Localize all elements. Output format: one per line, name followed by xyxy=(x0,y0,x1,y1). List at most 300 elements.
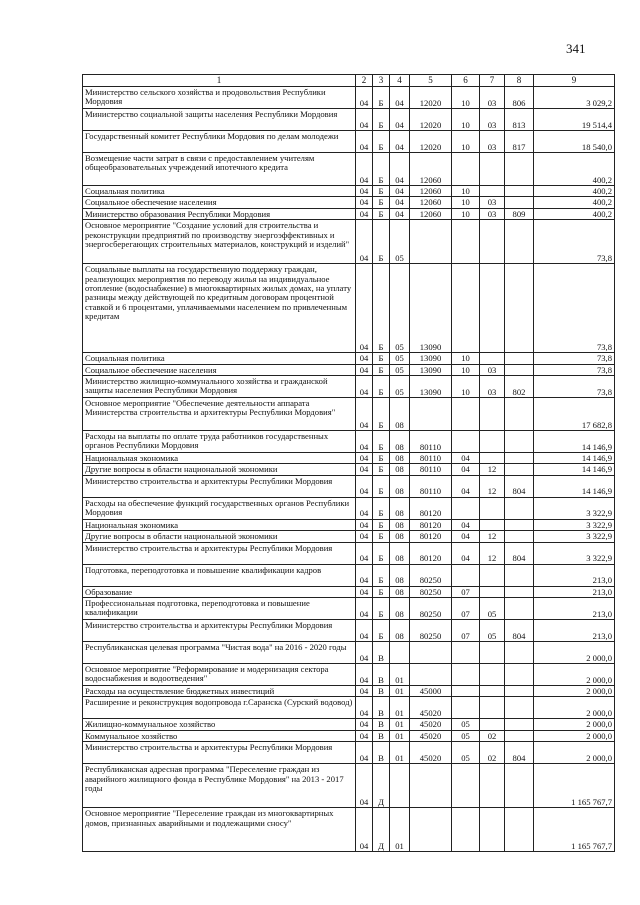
ministry-code-cell xyxy=(505,519,534,530)
program-code-cell: 08 xyxy=(390,453,410,464)
subsection-code-cell: Б xyxy=(373,620,390,642)
chapter-code-cell: 04 xyxy=(452,453,480,464)
program-code-cell: 08 xyxy=(390,398,410,431)
ministry-code-cell xyxy=(505,431,534,453)
amount-cell: 2 000,0 xyxy=(534,742,615,764)
row-name-cell: Государственный комитет Республики Мордовия по делам молодежи xyxy=(83,131,356,153)
row-name-cell: Профессиональная подготовка, переподготовка и повышение квалификации xyxy=(83,598,356,620)
program-code-cell: 04 xyxy=(390,186,410,197)
target-code-cell: 80120 xyxy=(410,542,452,564)
target-code-cell: 80250 xyxy=(410,564,452,586)
subsection-code-cell: Б xyxy=(373,453,390,464)
table-row xyxy=(83,197,615,208)
section-code-cell: 04 xyxy=(356,686,373,697)
subsection-code-cell: Д xyxy=(373,764,390,808)
row-name-cell: Основное мероприятие "Создание условий для строительства и реконструкции предприятий по производству энергоэффективных и энергосберегающих строительных материалов, конструкций и изделий" xyxy=(83,220,356,264)
target-code-cell xyxy=(410,398,452,431)
row-name-cell: Министерство социальной защиты населения Республики Мордовия xyxy=(83,109,356,131)
program-code-cell: 08 xyxy=(390,497,410,519)
program-code-cell: 05 xyxy=(390,220,410,264)
subchapter-code-cell: 12 xyxy=(480,475,505,497)
chapter-code-cell: 10 xyxy=(452,131,480,153)
row-name-cell: Министерство строительства и архитектуры Республики Мордовия xyxy=(83,542,356,564)
subchapter-code-cell: 03 xyxy=(480,109,505,131)
subchapter-code-cell xyxy=(480,453,505,464)
ministry-code-cell xyxy=(505,531,534,542)
amount-cell: 400,2 xyxy=(534,208,615,219)
table-row xyxy=(83,353,615,364)
chapter-code-cell: 10 xyxy=(452,197,480,208)
row-name-cell: Министерство образования Республики Мордовия xyxy=(83,208,356,219)
chapter-code-cell xyxy=(452,497,480,519)
amount-cell: 1 165 767,7 xyxy=(534,764,615,808)
amount-cell: 14 146,9 xyxy=(534,475,615,497)
subsection-code-cell: В xyxy=(373,642,390,664)
ministry-code-cell xyxy=(505,497,534,519)
ministry-code-cell xyxy=(505,464,534,475)
section-code-cell: 04 xyxy=(356,730,373,741)
program-code-cell: 01 xyxy=(390,719,410,730)
row-name-cell: Образование xyxy=(83,586,356,597)
program-code-cell: 04 xyxy=(390,109,410,131)
subchapter-code-cell: 05 xyxy=(480,620,505,642)
subsection-code-cell: Б xyxy=(373,586,390,597)
chapter-code-cell xyxy=(452,664,480,686)
row-name-cell: Национальная экономика xyxy=(83,453,356,464)
ministry-code-cell xyxy=(505,730,534,741)
table-row xyxy=(83,364,615,375)
chapter-code-cell xyxy=(452,153,480,186)
page-number: 341 xyxy=(566,41,586,56)
section-code-cell: 04 xyxy=(356,109,373,131)
row-name-cell: Социальные выплаты на государственную поддержку граждан, реализующих мероприятия по переводу жилья на индивидуальное отопление (водоснабжение) в многоквартирных жилых домах, на уплату разницы между действующей по кредитным договорам процентной ставкой и 6 процентами, уплачиваемыми населением по привлеченным кредитам xyxy=(83,264,356,353)
amount-cell: 2 000,0 xyxy=(534,697,615,719)
target-code-cell: 80120 xyxy=(410,519,452,530)
row-name-cell: Министерство сельского хозяйства и продовольствия Республики Мордовия xyxy=(83,87,356,109)
chapter-code-cell: 10 xyxy=(452,87,480,109)
column-header: 8 xyxy=(505,75,534,87)
column-header: 2 xyxy=(356,75,373,87)
section-code-cell: 04 xyxy=(356,531,373,542)
amount-cell: 1 165 767,7 xyxy=(534,808,615,852)
amount-cell: 3 029,2 xyxy=(534,87,615,109)
program-code-cell: 04 xyxy=(390,153,410,186)
program-code-cell: 04 xyxy=(390,208,410,219)
ministry-code-cell xyxy=(505,664,534,686)
subsection-code-cell: Б xyxy=(373,531,390,542)
ministry-code-cell xyxy=(505,264,534,353)
section-code-cell: 04 xyxy=(356,453,373,464)
chapter-code-cell: 10 xyxy=(452,186,480,197)
section-code-cell: 04 xyxy=(356,264,373,353)
amount-cell: 18 540,0 xyxy=(534,131,615,153)
target-code-cell: 12020 xyxy=(410,87,452,109)
subsection-code-cell: Б xyxy=(373,153,390,186)
subchapter-code-cell xyxy=(480,220,505,264)
program-code-cell: 04 xyxy=(390,131,410,153)
chapter-code-cell: 10 xyxy=(452,353,480,364)
subsection-code-cell: Б xyxy=(373,376,390,398)
subsection-code-cell: Б xyxy=(373,542,390,564)
program-code-cell: 08 xyxy=(390,586,410,597)
row-name-cell: Жилищно-коммунальное хозяйство xyxy=(83,719,356,730)
subsection-code-cell: Б xyxy=(373,131,390,153)
row-name-cell: Подготовка, переподготовка и повышение квалификации кадров xyxy=(83,564,356,586)
subsection-code-cell: Б xyxy=(373,398,390,431)
chapter-code-cell: 10 xyxy=(452,376,480,398)
ministry-code-cell xyxy=(505,364,534,375)
subsection-code-cell: Б xyxy=(373,353,390,364)
subchapter-code-cell: 03 xyxy=(480,87,505,109)
subchapter-code-cell: 03 xyxy=(480,376,505,398)
section-code-cell: 04 xyxy=(356,764,373,808)
subchapter-code-cell xyxy=(480,519,505,530)
amount-cell: 14 146,9 xyxy=(534,453,615,464)
target-code-cell xyxy=(410,642,452,664)
section-code-cell: 04 xyxy=(356,475,373,497)
subchapter-code-cell xyxy=(480,564,505,586)
subchapter-code-cell xyxy=(480,497,505,519)
ministry-code-cell: 806 xyxy=(505,87,534,109)
ministry-code-cell xyxy=(505,586,534,597)
chapter-code-cell xyxy=(452,697,480,719)
target-code-cell: 45020 xyxy=(410,719,452,730)
table-row xyxy=(83,208,615,219)
amount-cell: 2 000,0 xyxy=(534,686,615,697)
ministry-code-cell xyxy=(505,808,534,852)
section-code-cell: 04 xyxy=(356,598,373,620)
chapter-code-cell: 04 xyxy=(452,464,480,475)
subsection-code-cell: Б xyxy=(373,519,390,530)
section-code-cell: 04 xyxy=(356,742,373,764)
program-code-cell: 08 xyxy=(390,475,410,497)
target-code-cell: 45020 xyxy=(410,697,452,719)
amount-cell: 19 514,4 xyxy=(534,109,615,131)
chapter-code-cell xyxy=(452,764,480,808)
subchapter-code-cell: 03 xyxy=(480,197,505,208)
program-code-cell: 01 xyxy=(390,686,410,697)
chapter-code-cell xyxy=(452,264,480,353)
table-row xyxy=(83,220,615,264)
subsection-code-cell: В xyxy=(373,742,390,764)
ministry-code-cell: 809 xyxy=(505,208,534,219)
table-row xyxy=(83,464,615,475)
subchapter-code-cell: 03 xyxy=(480,131,505,153)
row-name-cell: Министерство строительства и архитектуры Республики Мордовия xyxy=(83,475,356,497)
target-code-cell: 12060 xyxy=(410,186,452,197)
amount-cell: 73,8 xyxy=(534,264,615,353)
section-code-cell: 04 xyxy=(356,519,373,530)
subchapter-code-cell xyxy=(480,586,505,597)
chapter-code-cell xyxy=(452,431,480,453)
target-code-cell: 12060 xyxy=(410,153,452,186)
target-code-cell: 12060 xyxy=(410,208,452,219)
program-code-cell: 08 xyxy=(390,519,410,530)
chapter-code-cell xyxy=(452,686,480,697)
row-name-cell: Расширение и реконструкция водопровода г.Саранска (Сурский водовод) xyxy=(83,697,356,719)
amount-cell: 400,2 xyxy=(534,197,615,208)
target-code-cell: 13090 xyxy=(410,364,452,375)
target-code-cell: 13090 xyxy=(410,264,452,353)
target-code-cell: 12060 xyxy=(410,197,452,208)
subchapter-code-cell xyxy=(480,642,505,664)
program-code-cell: 08 xyxy=(390,431,410,453)
subchapter-code-cell: 12 xyxy=(480,464,505,475)
program-code-cell: 08 xyxy=(390,542,410,564)
program-code-cell xyxy=(390,764,410,808)
program-code-cell: 01 xyxy=(390,730,410,741)
chapter-code-cell: 04 xyxy=(452,542,480,564)
section-code-cell: 04 xyxy=(356,464,373,475)
section-code-cell: 04 xyxy=(356,197,373,208)
table-row xyxy=(83,398,615,431)
section-code-cell: 04 xyxy=(356,87,373,109)
table-row xyxy=(83,431,615,453)
amount-cell: 73,8 xyxy=(534,353,615,364)
subsection-code-cell: Б xyxy=(373,87,390,109)
subsection-code-cell: Б xyxy=(373,598,390,620)
row-name-cell: Другие вопросы в области национальной экономики xyxy=(83,531,356,542)
ministry-code-cell xyxy=(505,719,534,730)
amount-cell: 213,0 xyxy=(534,598,615,620)
subchapter-code-cell xyxy=(480,764,505,808)
target-code-cell xyxy=(410,664,452,686)
program-code-cell: 01 xyxy=(390,664,410,686)
subchapter-code-cell xyxy=(480,719,505,730)
chapter-code-cell: 10 xyxy=(452,364,480,375)
column-header: 7 xyxy=(480,75,505,87)
target-code-cell: 45020 xyxy=(410,742,452,764)
subchapter-code-cell xyxy=(480,153,505,186)
amount-cell: 73,8 xyxy=(534,376,615,398)
subchapter-code-cell: 05 xyxy=(480,598,505,620)
table-row xyxy=(83,764,615,808)
subsection-code-cell: В xyxy=(373,697,390,719)
target-code-cell: 45020 xyxy=(410,730,452,741)
chapter-code-cell: 07 xyxy=(452,598,480,620)
row-name-cell: Основное мероприятие "Реформирование и модернизация сектора водоснабжения и водоотведения" xyxy=(83,664,356,686)
table-row xyxy=(83,586,615,597)
column-header: 9 xyxy=(534,75,615,87)
section-code-cell: 04 xyxy=(356,398,373,431)
section-code-cell: 04 xyxy=(356,542,373,564)
table-row xyxy=(83,186,615,197)
target-code-cell: 80110 xyxy=(410,431,452,453)
ministry-code-cell xyxy=(505,186,534,197)
table-row xyxy=(83,664,615,686)
subsection-code-cell: Б xyxy=(373,364,390,375)
amount-cell: 17 682,8 xyxy=(534,398,615,431)
section-code-cell: 04 xyxy=(356,364,373,375)
target-code-cell: 13090 xyxy=(410,353,452,364)
section-code-cell: 04 xyxy=(356,586,373,597)
section-code-cell: 04 xyxy=(356,564,373,586)
program-code-cell: 04 xyxy=(390,197,410,208)
program-code-cell: 01 xyxy=(390,742,410,764)
subchapter-code-cell: 02 xyxy=(480,742,505,764)
ministry-code-cell xyxy=(505,453,534,464)
section-code-cell: 04 xyxy=(356,220,373,264)
amount-cell: 2 000,0 xyxy=(534,730,615,741)
ministry-code-cell xyxy=(505,197,534,208)
ministry-code-cell xyxy=(505,398,534,431)
row-name-cell: Коммунальное хозяйство xyxy=(83,730,356,741)
target-code-cell: 80110 xyxy=(410,464,452,475)
section-code-cell: 04 xyxy=(356,620,373,642)
row-name-cell: Социальная политика xyxy=(83,353,356,364)
subsection-code-cell: Б xyxy=(373,186,390,197)
subsection-code-cell: Б xyxy=(373,464,390,475)
subsection-code-cell: Д xyxy=(373,808,390,852)
subchapter-code-cell xyxy=(480,697,505,719)
row-name-cell: Расходы на обеспечение функций государственных органов Республики Мордовия xyxy=(83,497,356,519)
amount-cell: 400,2 xyxy=(534,153,615,186)
table-row xyxy=(83,264,615,353)
amount-cell: 3 322,9 xyxy=(534,497,615,519)
subsection-code-cell: Б xyxy=(373,197,390,208)
target-code-cell: 80120 xyxy=(410,497,452,519)
ministry-code-cell xyxy=(505,353,534,364)
target-code-cell: 80250 xyxy=(410,586,452,597)
ministry-code-cell xyxy=(505,220,534,264)
subchapter-code-cell xyxy=(480,664,505,686)
row-name-cell: Социальная политика xyxy=(83,186,356,197)
subchapter-code-cell xyxy=(480,686,505,697)
subchapter-code-cell xyxy=(480,808,505,852)
subsection-code-cell: Б xyxy=(373,109,390,131)
row-name-cell: Национальная экономика xyxy=(83,519,356,530)
ministry-code-cell xyxy=(505,686,534,697)
program-code-cell: 08 xyxy=(390,464,410,475)
target-code-cell xyxy=(410,808,452,852)
table-row xyxy=(83,730,615,741)
row-name-cell: Социальное обеспечение населения xyxy=(83,197,356,208)
chapter-code-cell: 04 xyxy=(452,475,480,497)
table-row xyxy=(83,497,615,519)
subchapter-code-cell: 12 xyxy=(480,542,505,564)
row-name-cell: Другие вопросы в области национальной экономики xyxy=(83,464,356,475)
section-code-cell: 04 xyxy=(356,808,373,852)
ministry-code-cell xyxy=(505,642,534,664)
section-code-cell: 04 xyxy=(356,642,373,664)
row-name-cell: Основное мероприятие "Переселение граждан из многоквартирных домов, признанных аварийными и подлежащими сносу" xyxy=(83,808,356,852)
table-row xyxy=(83,742,615,764)
subsection-code-cell: Б xyxy=(373,564,390,586)
amount-cell: 3 322,9 xyxy=(534,531,615,542)
ministry-code-cell: 802 xyxy=(505,376,534,398)
section-code-cell: 04 xyxy=(356,186,373,197)
section-code-cell: 04 xyxy=(356,497,373,519)
table-row xyxy=(83,153,615,186)
section-code-cell: 04 xyxy=(356,664,373,686)
row-name-cell: Республиканская адресная программа "Переселение граждан из аварийного жилищного фонда в Республике Мордовия" на 2013 - 2017 годы xyxy=(83,764,356,808)
subsection-code-cell: Б xyxy=(373,475,390,497)
table-row xyxy=(83,131,615,153)
target-code-cell: 80250 xyxy=(410,620,452,642)
chapter-code-cell: 04 xyxy=(452,519,480,530)
table-row xyxy=(83,542,615,564)
column-header: 3 xyxy=(373,75,390,87)
table-row xyxy=(83,475,615,497)
chapter-code-cell xyxy=(452,808,480,852)
column-header: 1 xyxy=(83,75,356,87)
row-name-cell: Министерство строительства и архитектуры Республики Мордовия xyxy=(83,620,356,642)
ministry-code-cell: 804 xyxy=(505,742,534,764)
chapter-code-cell: 10 xyxy=(452,109,480,131)
subsection-code-cell: Б xyxy=(373,220,390,264)
target-code-cell: 45000 xyxy=(410,686,452,697)
subsection-code-cell: В xyxy=(373,719,390,730)
chapter-code-cell: 05 xyxy=(452,719,480,730)
ministry-code-cell xyxy=(505,764,534,808)
subchapter-code-cell xyxy=(480,431,505,453)
program-code-cell: 08 xyxy=(390,564,410,586)
row-name-cell: Республиканская целевая программа "Чистая вода" на 2016 - 2020 годы xyxy=(83,642,356,664)
subsection-code-cell: Б xyxy=(373,264,390,353)
ministry-code-cell: 804 xyxy=(505,620,534,642)
table-row xyxy=(83,109,615,131)
section-code-cell: 04 xyxy=(356,376,373,398)
section-code-cell: 04 xyxy=(356,353,373,364)
subsection-code-cell: Б xyxy=(373,208,390,219)
amount-cell: 2 000,0 xyxy=(534,642,615,664)
row-name-cell: Расходы на выплаты по оплате труда работников государственных органов Республики Мордовия xyxy=(83,431,356,453)
program-code-cell: 05 xyxy=(390,264,410,353)
row-name-cell: Расходы на осуществление бюджетных инвестиций xyxy=(83,686,356,697)
section-code-cell: 04 xyxy=(356,719,373,730)
subsection-code-cell: В xyxy=(373,686,390,697)
subchapter-code-cell xyxy=(480,398,505,431)
program-code-cell: 01 xyxy=(390,808,410,852)
subchapter-code-cell: 12 xyxy=(480,531,505,542)
table-row xyxy=(83,808,615,852)
chapter-code-cell xyxy=(452,642,480,664)
column-header: 5 xyxy=(410,75,452,87)
target-code-cell: 80120 xyxy=(410,531,452,542)
subsection-code-cell: Б xyxy=(373,431,390,453)
target-code-cell: 80250 xyxy=(410,598,452,620)
program-code-cell xyxy=(390,642,410,664)
ministry-code-cell: 813 xyxy=(505,109,534,131)
chapter-code-cell: 10 xyxy=(452,208,480,219)
chapter-code-cell: 04 xyxy=(452,531,480,542)
subchapter-code-cell xyxy=(480,353,505,364)
chapter-code-cell: 05 xyxy=(452,742,480,764)
program-code-cell: 05 xyxy=(390,376,410,398)
subchapter-code-cell xyxy=(480,264,505,353)
program-code-cell: 05 xyxy=(390,364,410,375)
target-code-cell xyxy=(410,764,452,808)
ministry-code-cell xyxy=(505,564,534,586)
section-code-cell: 04 xyxy=(356,208,373,219)
subsection-code-cell: В xyxy=(373,664,390,686)
ministry-code-cell xyxy=(505,697,534,719)
amount-cell: 73,8 xyxy=(534,220,615,264)
chapter-code-cell: 07 xyxy=(452,586,480,597)
table-row xyxy=(83,686,615,697)
ministry-code-cell: 817 xyxy=(505,131,534,153)
amount-cell: 213,0 xyxy=(534,586,615,597)
chapter-code-cell xyxy=(452,564,480,586)
table-row xyxy=(83,642,615,664)
amount-cell: 3 322,9 xyxy=(534,519,615,530)
amount-cell: 400,2 xyxy=(534,186,615,197)
ministry-code-cell: 804 xyxy=(505,542,534,564)
ministry-code-cell: 804 xyxy=(505,475,534,497)
section-code-cell: 04 xyxy=(356,131,373,153)
section-code-cell: 04 xyxy=(356,153,373,186)
target-code-cell: 13090 xyxy=(410,376,452,398)
